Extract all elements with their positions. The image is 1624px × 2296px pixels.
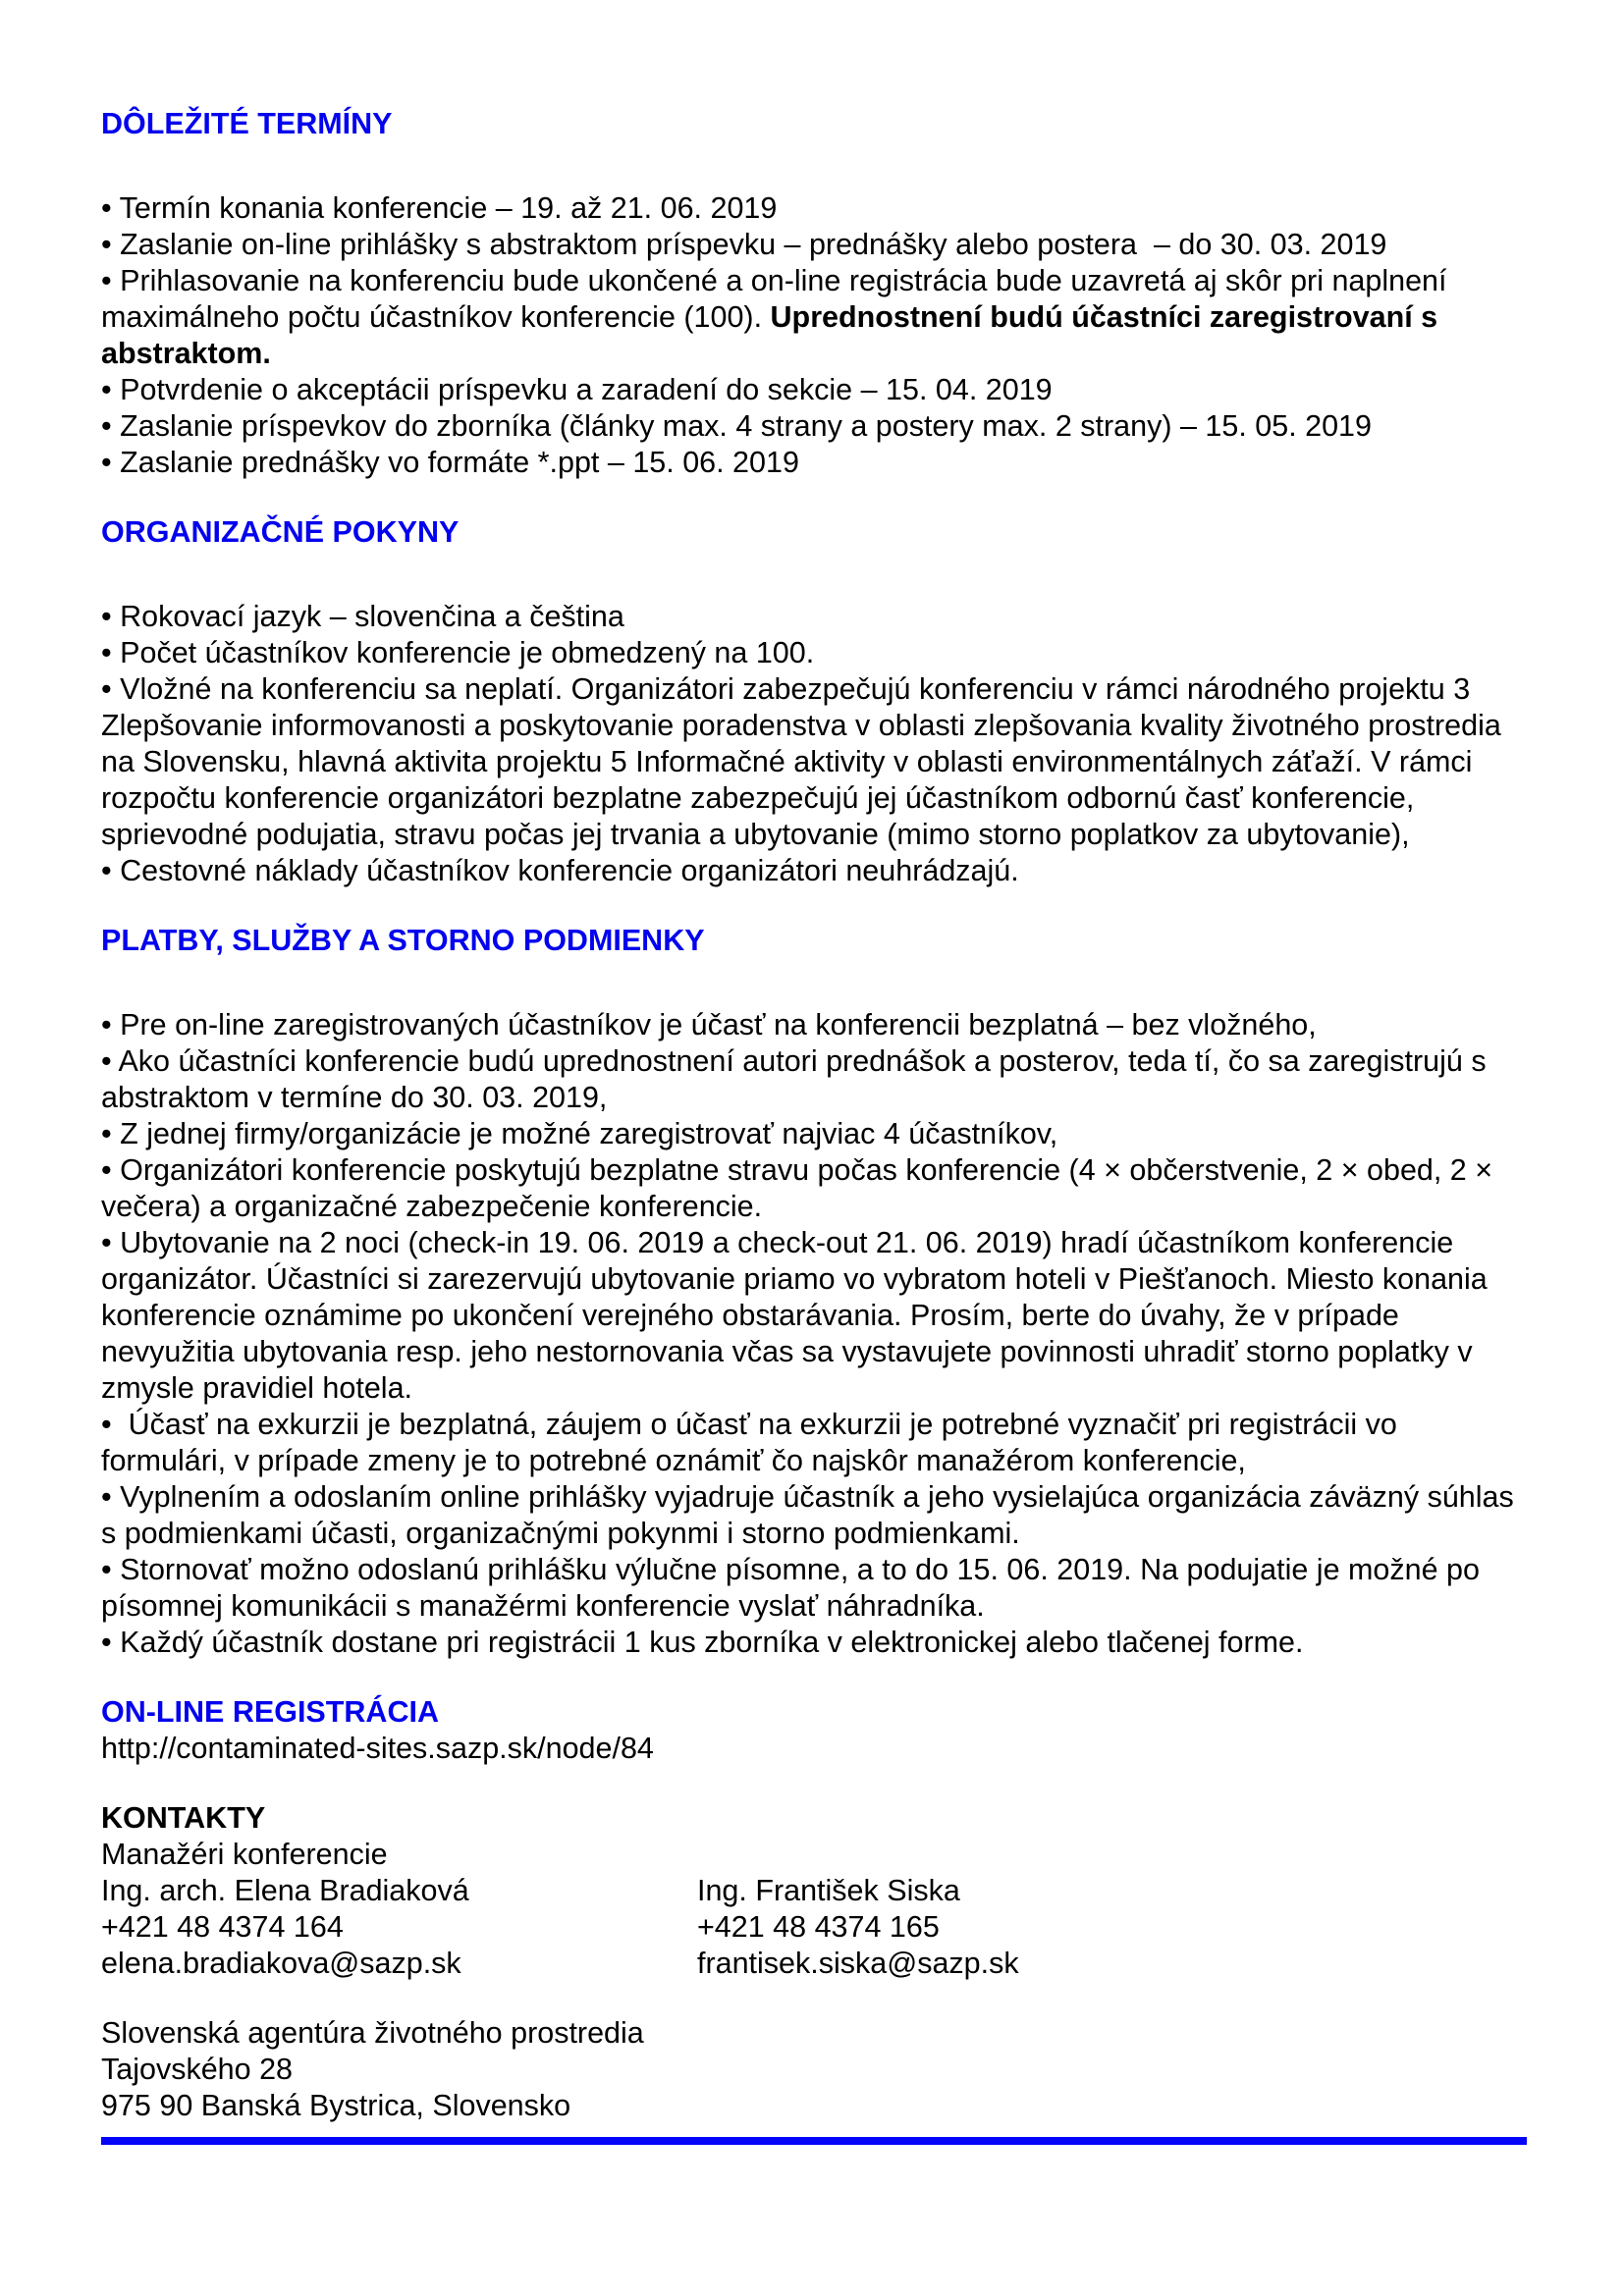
contact-email: frantisek.siska@sazp.sk [697, 1947, 1019, 1980]
spacer [101, 889, 1527, 923]
contact-phone: +421 48 4374 165 [697, 1910, 940, 1944]
heading-contacts: KONTAKTY [101, 1801, 266, 1835]
contact-phone: +421 48 4374 164 [101, 1910, 344, 1944]
contacts-subheading: Manažéri konferencie [101, 1838, 388, 1871]
spacer [101, 481, 1527, 514]
payments-cancellation-list [101, 1007, 1527, 1661]
divider-rule [101, 2137, 1527, 2145]
section-contacts [101, 1800, 1527, 1982]
bullet-paragraph: • Termín konania konferencie – 19. až 21. 06. 2019 [101, 191, 778, 225]
bullet-paragraph: • Vyplnením a odoslaním online prihlášky vyjadruje účastník a jeho vysielajúca organizácia záväzný súhlas s podmienkami účasti, organizačnými pokynmi i storno podmienkami. [101, 1480, 1523, 1550]
bullet-paragraph: • Zaslanie príspevkov do zborníka (články max. 4 strany a postery max. 2 strany) – 15. 05. 2019 [101, 409, 1372, 443]
bullet-paragraph: • Pre on-line zaregistrovaných účastníkov je účasť na konferencii bezplatná – bez vložného, [101, 1008, 1317, 1041]
bullet-paragraph: • Stornovať možno odoslanú prihlášku výlučne písomne, a to do 15. 06. 2019. Na podujatie je možné po písomnej komunikácii s manažérmi konferencie vyslať náhradníka. [101, 1553, 1489, 1623]
bullet-paragraph: • Každý účastník dostane pri registrácii 1 kus zborníka v elektronickej alebo tlačenej forme. [101, 1626, 1304, 1659]
bullet-paragraph: • Potvrdenie o akceptácii príspevku a zaradení do sekcie – 15. 04. 2019 [101, 373, 1053, 406]
section-online-registration [101, 1694, 1527, 1767]
document-content [101, 106, 1527, 2145]
spacer [101, 1661, 1527, 1694]
contact-name: Ing. arch. Elena Bradiaková [101, 1874, 469, 1907]
contact-card [101, 1873, 697, 1982]
organization-street: Tajovského 28 [101, 2053, 293, 2086]
bullet-paragraph: • Ubytovanie na 2 noci (check-in 19. 06. 2019 a check-out 21. 06. 2019) hradí účastníkom konferencie organizátor. Účastníci si zarezervujú ubytovanie priamo vo vybratom hoteli v Piešťanoch. Miesto konania konferencie oznámime po ukončení verejného obstarávania. Prosím, berte do úvahy, že v prípade nevyužitia ubytovania resp. jeho nestornovania včas sa vystavujete povinnosti uhradiť storno poplatky v zmysle pravidiel hotela. [101, 1226, 1496, 1405]
spacer [101, 142, 1527, 190]
bullet-paragraph: • Vložné na konferenciu sa neplatí. Organizátori zabezpečujú konferenciu v rámci národného projektu 3 Zlepšovanie informovanosti a poskytovanie poradenstva v oblasti zlepšovania kvality životného prostredia na Slovensku, hlavná aktivita projektu 5 Informačné aktivity v oblasti environmentálnych záťaží. V rámci rozpočtu konferencie organizátori bezplatne zabezpečujú jej účastníkom odbornú časť konferencie, sprievodné podujatia, stravu počas jej trvania a ubytovanie (mimo storno poplatkov za ubytovanie), [101, 672, 1510, 851]
organizational-instructions-list [101, 599, 1527, 889]
registration-url-link[interactable]: http://contaminated-sites.sazp.sk/node/84 [101, 1732, 654, 1765]
contact-email: elena.bradiakova@sazp.sk [101, 1947, 461, 1980]
heading-important-dates: DÔLEŽITÉ TERMÍNY [101, 107, 393, 140]
bullet-paragraph: • Účasť na exkurzii je bezplatná, záujem o účasť na exkurzii je potrebné vyznačiť pri registrácii vo formulári, v prípade zmeny je to potrebné oznámiť čo najskôr manažérom konferencie, [101, 1408, 1406, 1477]
spacer [101, 551, 1527, 599]
heading-organizational-instructions: ORGANIZAČNÉ POKYNY [101, 515, 460, 549]
section-important-dates [101, 106, 1527, 481]
important-dates-list [101, 190, 1527, 481]
spacer [101, 959, 1527, 1007]
heading-payments-cancellation: PLATBY, SLUŽBY A STORNO PODMIENKY [101, 924, 705, 957]
bullet-paragraph: • Prihlasovanie na konferenciu bude ukončené a on-line registrácia bude uzavretá aj skôr pri naplnení maximálneho počtu účastníkov konferencie (100). Uprednostnení budú účastníci zaregistrovaní s abstraktom. [101, 264, 1455, 370]
bullet-paragraph: • Rokovací jazyk – slovenčina a čeština [101, 600, 624, 633]
bullet-paragraph: • Z jednej firmy/organizácie je možné zaregistrovať najviac 4 účastníkov, [101, 1117, 1058, 1150]
spacer [101, 1767, 1527, 1800]
bullet-paragraph: • Cestovné náklady účastníkov konferencie organizátori neuhrádzajú. [101, 854, 1019, 887]
bullet-paragraph: • Zaslanie prednášky vo formáte *.ppt – 15. 06. 2019 [101, 446, 799, 479]
bullet-paragraph: • Zaslanie on-line prihlášky s abstraktom príspevku – prednášky alebo postera – do 30. 03. 2019 [101, 228, 1387, 261]
section-organizational-instructions [101, 514, 1527, 889]
spacer [101, 1982, 1527, 2015]
organization-city: 975 90 Banská Bystrica, Slovensko [101, 2089, 571, 2122]
organization-name: Slovenská agentúra životného prostredia [101, 2016, 644, 2050]
section-payments-cancellation [101, 923, 1527, 1661]
contact-card [697, 1873, 1019, 1982]
heading-online-registration: ON-LINE REGISTRÁCIA [101, 1695, 439, 1729]
bullet-paragraph: • Počet účastníkov konferencie je obmedzený na 100. [101, 636, 815, 669]
bullet-paragraph: • Ako účastníci konferencie budú uprednostnení autori prednášok a posterov, teda tí, čo sa zaregistrujú s abstraktom v termíne do 30. 03. 2019, [101, 1044, 1495, 1114]
bullet-paragraph: • Organizátori konferencie poskytujú bezplatne stravu počas konferencie (4 × občerstvenie, 2 × obed, 2 × večera) a organizačné zabezpečenie konferencie. [101, 1153, 1501, 1223]
contacts-columns [101, 1873, 1527, 1982]
section-organization-address [101, 2015, 1527, 2124]
contact-name: Ing. František Siska [697, 1874, 960, 1907]
